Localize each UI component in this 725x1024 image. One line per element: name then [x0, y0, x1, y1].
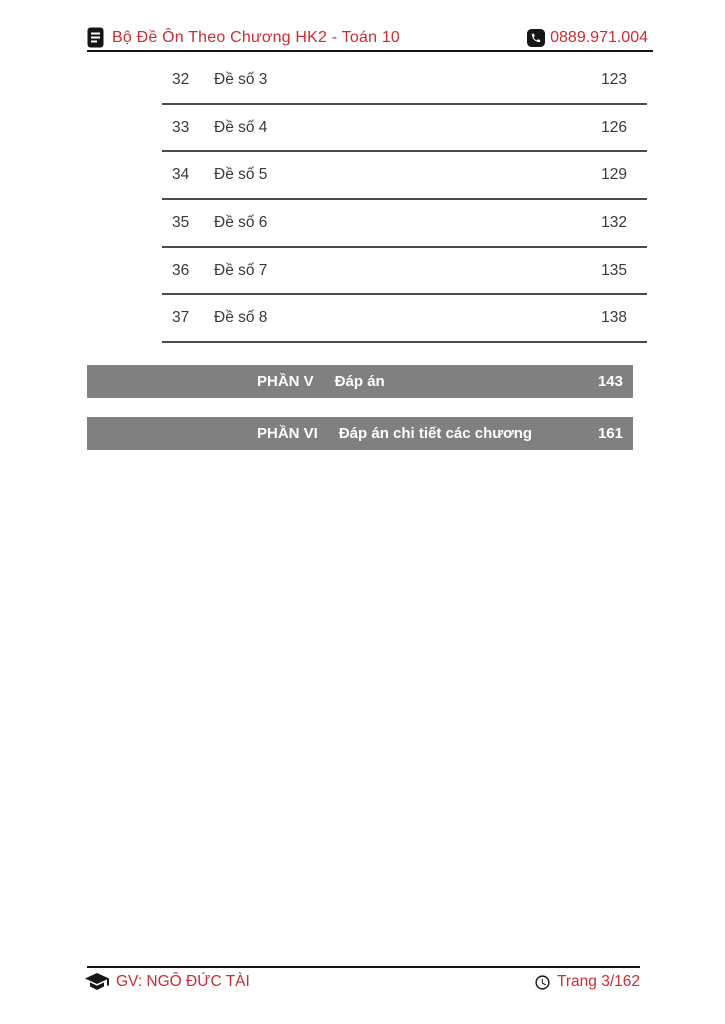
toc-entry-number: 33: [172, 118, 190, 136]
document-title: Bộ Đề Ôn Theo Chương HK2 - Toán 10: [112, 28, 401, 46]
phone-icon: [527, 29, 545, 47]
part-bar-phan-v: [87, 365, 633, 398]
toc-entry-number: 36: [172, 261, 190, 279]
toc-entry-number: 32: [172, 70, 190, 88]
part-title: Đáp án chi tiết các chương: [338, 425, 533, 442]
toc-row: [162, 57, 647, 105]
toc-entry-number: 34: [172, 166, 190, 184]
document-icon: [87, 27, 104, 48]
graduation-cap-icon: [85, 973, 109, 991]
toc-entry-page: 123: [601, 70, 627, 88]
toc-list: [162, 57, 647, 343]
toc-entry-label: Đề số 3: [214, 70, 268, 88]
toc-entry-page: 126: [601, 118, 627, 136]
part-page: 161: [597, 425, 623, 442]
toc-entry-number: 37: [172, 309, 190, 327]
header-contact: [527, 29, 648, 47]
footer-page-group: [534, 973, 640, 991]
toc-row: [162, 200, 647, 248]
part-number: PHẦN V: [257, 373, 314, 390]
toc-entry-label: Đề số 7: [214, 261, 268, 279]
toc-entry-number: 35: [172, 213, 190, 231]
phone-number: 0889.971.004: [550, 28, 648, 46]
part-title: Đáp án: [334, 373, 385, 390]
toc-entry-page: 129: [601, 166, 627, 184]
header-divider: [87, 50, 653, 52]
toc-row: [162, 295, 647, 343]
toc-row: [162, 105, 647, 153]
part-bar-phan-vi: [87, 417, 633, 450]
toc-entry-label: Đề số 6: [214, 213, 268, 231]
toc-entry-label: Đề số 4: [214, 118, 268, 136]
teacher-name: GV: NGÔ ĐỨC TÀI: [116, 973, 250, 990]
part-number: PHẦN VI: [257, 425, 318, 442]
page-indicator: Trang 3/162: [556, 973, 640, 990]
toc-entry-label: Đề số 5: [214, 166, 268, 184]
toc-entry-page: 135: [601, 261, 627, 279]
toc-entry-page: 138: [601, 309, 627, 327]
toc-entry-label: Đề số 8: [214, 309, 268, 327]
page-header: [87, 27, 648, 48]
footer-divider: [87, 966, 640, 968]
part-page: 143: [597, 373, 623, 390]
clock-icon: [534, 974, 551, 991]
page-footer: [85, 973, 640, 991]
toc-row: [162, 152, 647, 200]
toc-row: [162, 248, 647, 296]
toc-entry-page: 132: [601, 213, 627, 231]
